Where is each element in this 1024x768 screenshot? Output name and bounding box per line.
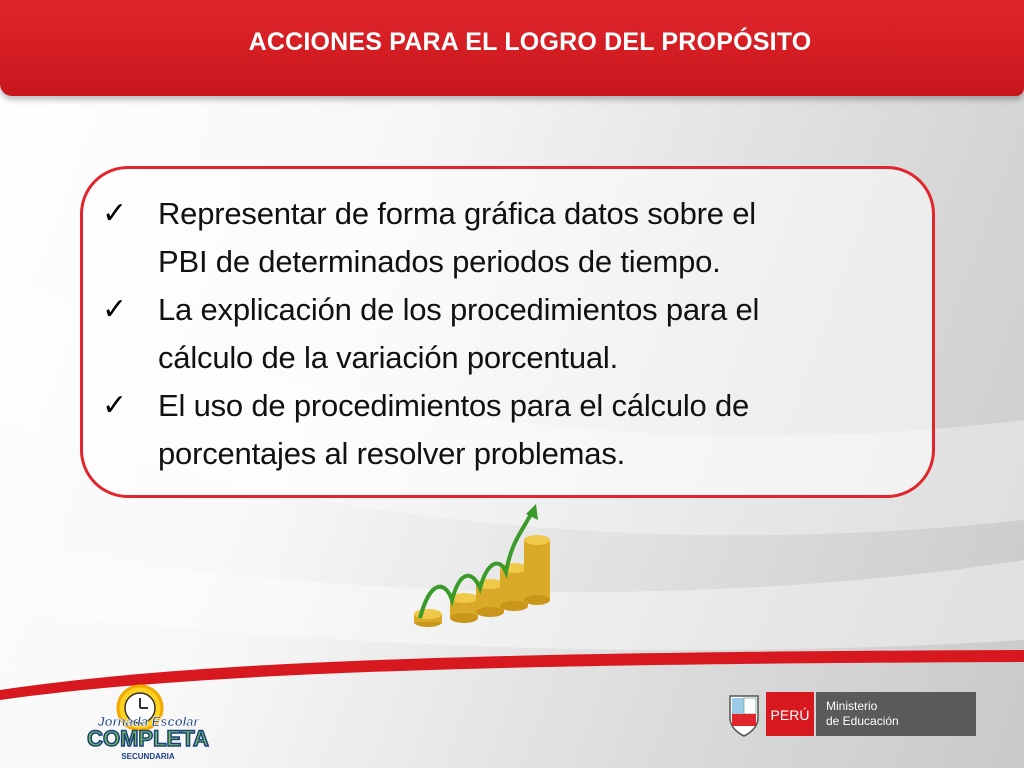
bullet-text	[158, 382, 749, 478]
list-item	[100, 286, 900, 382]
bullet-list	[100, 190, 900, 478]
bullet-text-line: porcentajes al resolver problemas.	[158, 436, 626, 471]
ministry-line2: de Educación	[826, 714, 899, 728]
jornada-logo-line2: COMPLETA	[87, 726, 209, 751]
peru-label: PERÚ	[770, 707, 810, 723]
jornada-logo-line3: SECUNDARIA	[121, 752, 175, 761]
coin-stack-5	[524, 535, 550, 605]
check-icon: ✓	[102, 196, 128, 231]
bullet-text-line: PBI de determinados periodos de tiempo.	[158, 244, 721, 279]
bullet-text-line: Representar de forma gráfica datos sobre el	[158, 196, 756, 231]
bullet-text-line: La explicación de los procedimientos para el	[158, 292, 760, 327]
coins-growth-illustration	[400, 500, 580, 635]
jornada-escolar-logo	[78, 678, 218, 764]
ministerio-educacion-logo	[722, 688, 978, 740]
page-title: ACCIONES PARA EL LOGRO DEL PROPÓSITO	[248, 28, 812, 56]
check-icon: ✓	[102, 388, 128, 423]
bullet-text-line: cálculo de la variación porcentual.	[158, 340, 618, 375]
bullet-text	[158, 190, 756, 286]
ministry-line1: Ministerio	[826, 699, 878, 713]
bullet-text	[158, 286, 759, 382]
peru-coat-of-arms-icon	[730, 696, 758, 736]
coin-stack-1	[414, 609, 442, 627]
list-item	[100, 382, 900, 478]
list-item	[100, 190, 900, 286]
jornada-logo-line1: Jornada Escolar	[97, 714, 199, 729]
check-icon: ✓	[102, 292, 128, 327]
bullet-text-line: El uso de procedimientos para el cálculo de	[158, 388, 750, 423]
